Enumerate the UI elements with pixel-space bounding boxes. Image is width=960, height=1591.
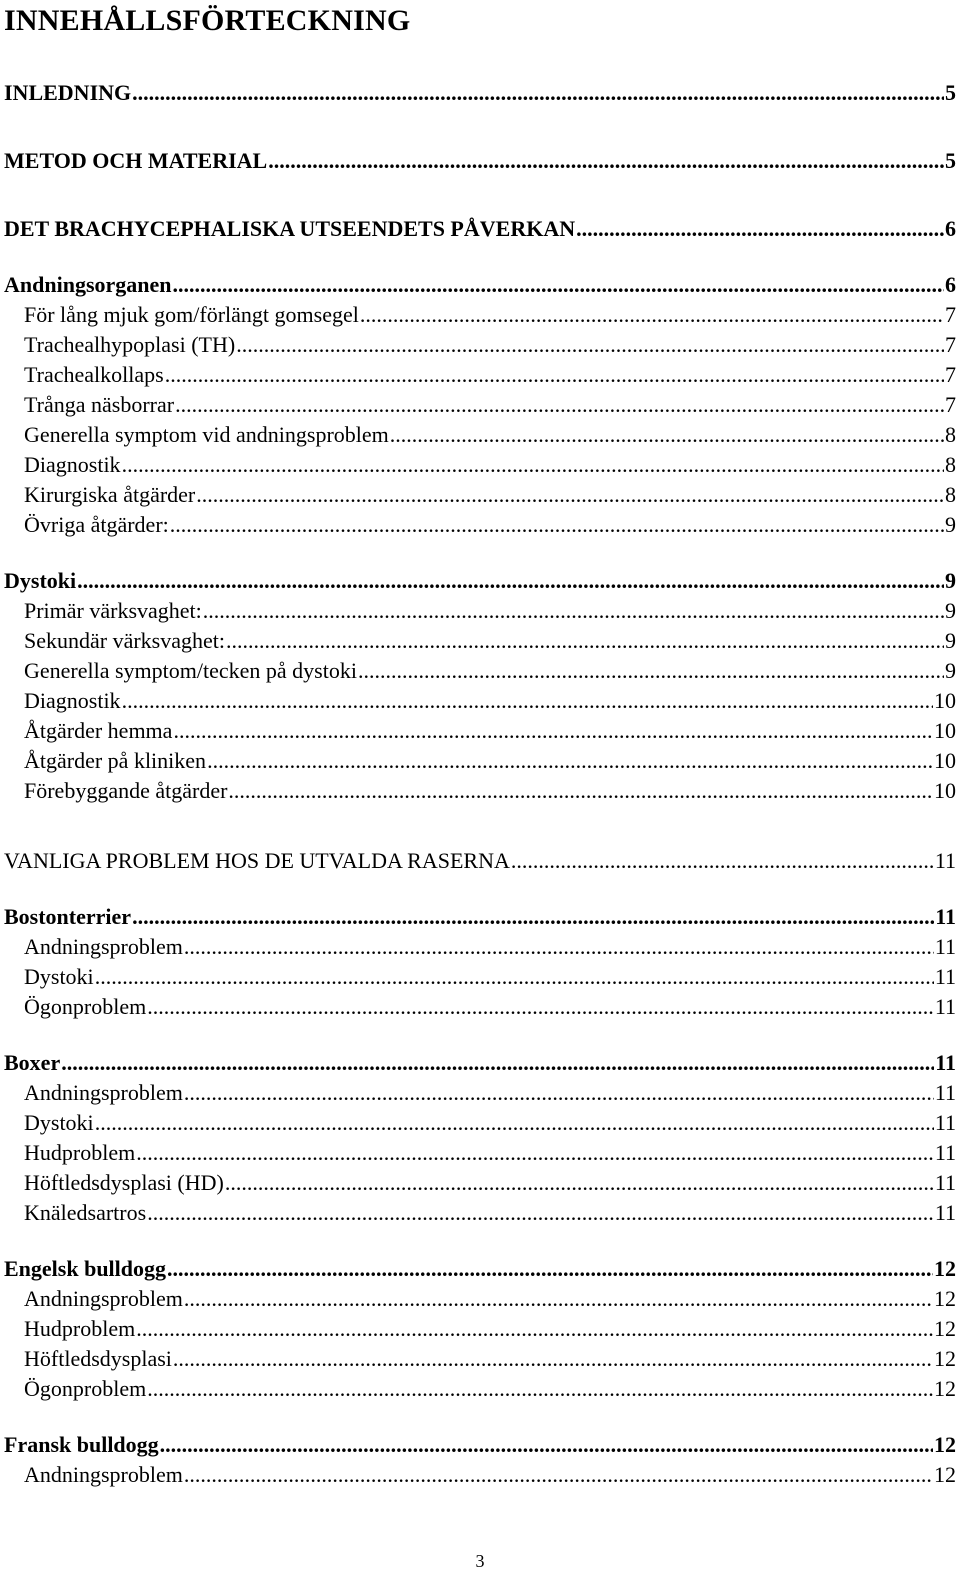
dot-leader <box>184 932 934 962</box>
toc-entry-page: 11 <box>935 1050 956 1075</box>
toc-entry-label: Dystoki <box>24 964 94 989</box>
toc-entry[interactable] <box>24 962 956 992</box>
toc-entry-label: Dystoki <box>24 1110 94 1135</box>
toc-entry-page: 9 <box>945 512 956 537</box>
toc-entry-label: DET BRACHYCEPHALISKA UTSEENDETS PÅVERKAN <box>4 216 576 241</box>
toc-entry-label: Knäledsartros <box>24 1200 147 1225</box>
toc-entry-brachycephaliska[interactable] <box>4 214 956 244</box>
toc-entry-label: Förebyggande åtgärder <box>24 778 228 803</box>
toc-entry-label: Primär värksvaghet: <box>24 598 202 623</box>
toc-entry[interactable] <box>24 932 956 962</box>
toc-entry[interactable] <box>24 420 956 450</box>
toc-entry-page: 11 <box>934 1110 956 1135</box>
dot-leader <box>173 270 944 300</box>
dot-leader <box>184 1460 933 1490</box>
dot-leader <box>95 962 934 992</box>
toc-entry-label: Ögonproblem <box>24 994 147 1019</box>
toc-entry-page: 6 <box>945 272 956 297</box>
toc-entry-page: 9 <box>945 568 956 593</box>
toc-entry[interactable] <box>24 450 956 480</box>
toc-entry-page: 8 <box>945 482 956 507</box>
dot-leader <box>122 450 944 480</box>
toc-entry-label: Trånga näsborrar <box>24 392 175 417</box>
toc-entry-metod-och-material[interactable] <box>4 146 956 176</box>
toc-entry-label: Bostonterrier <box>4 904 132 929</box>
toc-entry-page: 9 <box>945 658 956 683</box>
page-number: 3 <box>475 1551 485 1571</box>
dot-leader <box>360 300 944 330</box>
toc-entry[interactable] <box>24 1198 956 1228</box>
dot-leader <box>160 1430 933 1460</box>
dot-leader <box>511 846 934 876</box>
toc-entry-label: Hudproblem <box>24 1316 136 1341</box>
toc-entry-label: Generella symptom vid andningsproblem <box>24 422 389 447</box>
toc-entry-label: Åtgärder på kliniken <box>24 748 207 773</box>
toc-entry[interactable] <box>24 300 956 330</box>
dot-leader <box>175 390 944 420</box>
toc-entry-label: Dystoki <box>4 568 77 593</box>
toc-entry-page: 11 <box>934 964 956 989</box>
toc-entry-page: 12 <box>934 1376 956 1401</box>
toc-entry-label: Andningsproblem <box>24 1080 183 1105</box>
toc-entry[interactable] <box>24 992 956 1022</box>
dot-leader <box>132 902 934 932</box>
dot-leader <box>268 146 944 176</box>
toc-entry-page: 12 <box>934 1462 956 1487</box>
dot-leader <box>390 420 944 450</box>
toc-entry-page: 12 <box>934 1256 956 1281</box>
toc-entry[interactable] <box>24 1078 956 1108</box>
toc-entry[interactable] <box>24 1108 956 1138</box>
dot-leader <box>225 1168 934 1198</box>
toc-entry-page: 9 <box>945 598 956 623</box>
toc-entry-label: Andningsproblem <box>24 934 183 959</box>
dot-leader <box>226 626 944 656</box>
dot-leader <box>207 746 933 776</box>
toc-entry-label: Generella symptom/tecken på dystoki <box>24 658 357 683</box>
toc-entry-label: Ögonproblem <box>24 1376 147 1401</box>
dot-leader <box>170 510 944 540</box>
toc-entry-page: 11 <box>934 1170 956 1195</box>
toc-entry-label: Boxer <box>4 1050 61 1075</box>
toc-entry-label: Kirurgiska åtgärder <box>24 482 196 507</box>
toc-entry-page: 11 <box>934 1200 956 1225</box>
toc-entry[interactable] <box>24 776 956 806</box>
toc-entry-vanliga-problem[interactable] <box>4 846 956 876</box>
toc-entry-page: 12 <box>934 1432 956 1457</box>
toc-entry-label: Övriga åtgärder: <box>24 512 169 537</box>
toc-entry-label: Engelsk bulldogg <box>4 1256 167 1281</box>
toc-entry-page: 11 <box>934 848 956 873</box>
dot-leader <box>147 1198 934 1228</box>
dot-leader <box>136 1314 933 1344</box>
dot-leader <box>358 656 944 686</box>
toc-entry-andningsorganen[interactable] <box>4 270 956 300</box>
toc-entry-label: Höftledsdysplasi <box>24 1346 172 1371</box>
toc-entry-dystoki[interactable] <box>4 566 956 596</box>
dot-leader <box>236 330 944 360</box>
toc-entry-page: 11 <box>935 904 956 929</box>
toc-entry-label: Trachealkollaps <box>24 362 164 387</box>
dot-leader <box>147 992 934 1022</box>
toc-entry-inledning[interactable] <box>4 78 956 108</box>
toc-entry-bostonterrier[interactable] <box>4 902 956 932</box>
toc-entry-page: 5 <box>945 148 956 173</box>
toc-entry-page: 11 <box>934 1080 956 1105</box>
toc-entry-label: Sekundär värksvaghet: <box>24 628 225 653</box>
toc-entry-label: Höftledsdysplasi (HD) <box>24 1170 224 1195</box>
toc-entry-engelsk-bulldogg[interactable] <box>4 1254 956 1284</box>
toc-entry-page: 9 <box>945 628 956 653</box>
toc-entry-label: VANLIGA PROBLEM HOS DE UTVALDA RASERNA <box>4 848 510 873</box>
toc-entry[interactable] <box>24 596 956 626</box>
toc-entry-page: 10 <box>934 688 956 713</box>
dot-leader <box>61 1048 934 1078</box>
dot-leader <box>122 686 933 716</box>
toc-entry-label: Fransk bulldogg <box>4 1432 159 1457</box>
toc-entry-page: 6 <box>945 216 956 241</box>
toc-entry-page: 7 <box>945 362 956 387</box>
toc-entry[interactable] <box>24 716 956 746</box>
toc-entry[interactable] <box>24 390 956 420</box>
toc-entry-page: 10 <box>934 778 956 803</box>
toc-entry-label: Åtgärder hemma <box>24 718 173 743</box>
dot-leader <box>167 1254 933 1284</box>
toc-entry-page: 5 <box>945 80 956 105</box>
toc-entry[interactable] <box>24 686 956 716</box>
toc-entry-page: 12 <box>934 1316 956 1341</box>
toc-entry-label: För lång mjuk gom/förlängt gomsegel <box>24 302 359 327</box>
toc-entry[interactable] <box>24 1460 956 1490</box>
toc-entry-label: Diagnostik <box>24 688 121 713</box>
toc-entry-page: 7 <box>945 392 956 417</box>
toc-entry[interactable] <box>24 626 956 656</box>
toc-entry-page: 7 <box>945 332 956 357</box>
toc-entry[interactable] <box>24 746 956 776</box>
dot-leader <box>173 1344 933 1374</box>
toc-entry-page: 11 <box>934 994 956 1019</box>
toc-entry[interactable] <box>24 1138 956 1168</box>
dot-leader <box>136 1138 934 1168</box>
toc-entry[interactable] <box>24 1314 956 1344</box>
toc-entry[interactable] <box>24 360 956 390</box>
toc-entry-label: Andningsproblem <box>24 1286 183 1311</box>
toc-entry[interactable] <box>24 510 956 540</box>
toc-entry-page: 11 <box>934 934 956 959</box>
toc-entry-page: 8 <box>945 452 956 477</box>
toc-entry-label: INLEDNING <box>4 80 132 105</box>
dot-leader <box>184 1284 933 1314</box>
dot-leader <box>203 596 944 626</box>
toc-entry-fransk-bulldogg[interactable] <box>4 1430 956 1460</box>
toc-entry-label: Hudproblem <box>24 1140 136 1165</box>
toc-entry[interactable] <box>24 656 956 686</box>
toc-entry[interactable] <box>24 1374 956 1404</box>
toc-entry-page: 7 <box>945 302 956 327</box>
toc-entry-label: Andningsorganen <box>4 272 172 297</box>
toc-entry-label: Andningsproblem <box>24 1462 183 1487</box>
toc-entry-page: 12 <box>934 1346 956 1371</box>
page-title: INNEHÅLLSFÖRTECKNING <box>4 4 411 37</box>
dot-leader <box>132 78 944 108</box>
dot-leader <box>196 480 944 510</box>
dot-leader <box>184 1078 934 1108</box>
toc-entry-page: 11 <box>934 1140 956 1165</box>
toc-entry-label: METOD OCH MATERIAL <box>4 148 268 173</box>
toc-entry-page: 10 <box>934 748 956 773</box>
dot-leader <box>77 566 944 596</box>
dot-leader <box>95 1108 934 1138</box>
dot-leader <box>576 214 944 244</box>
toc-entry[interactable] <box>24 1344 956 1374</box>
toc-entry-boxer[interactable] <box>4 1048 956 1078</box>
dot-leader <box>165 360 944 390</box>
toc-entry-page: 12 <box>934 1286 956 1311</box>
dot-leader <box>173 716 933 746</box>
toc-entry-page: 10 <box>934 718 956 743</box>
toc-entry-label: Trachealhypoplasi (TH) <box>24 332 236 357</box>
toc-entry-page: 8 <box>945 422 956 447</box>
toc-entry[interactable] <box>24 1168 956 1198</box>
dot-leader <box>147 1374 933 1404</box>
toc-entry[interactable] <box>24 1284 956 1314</box>
toc-entry[interactable] <box>24 330 956 360</box>
toc-entry[interactable] <box>24 480 956 510</box>
toc-entry-label: Diagnostik <box>24 452 121 477</box>
dot-leader <box>228 776 933 806</box>
